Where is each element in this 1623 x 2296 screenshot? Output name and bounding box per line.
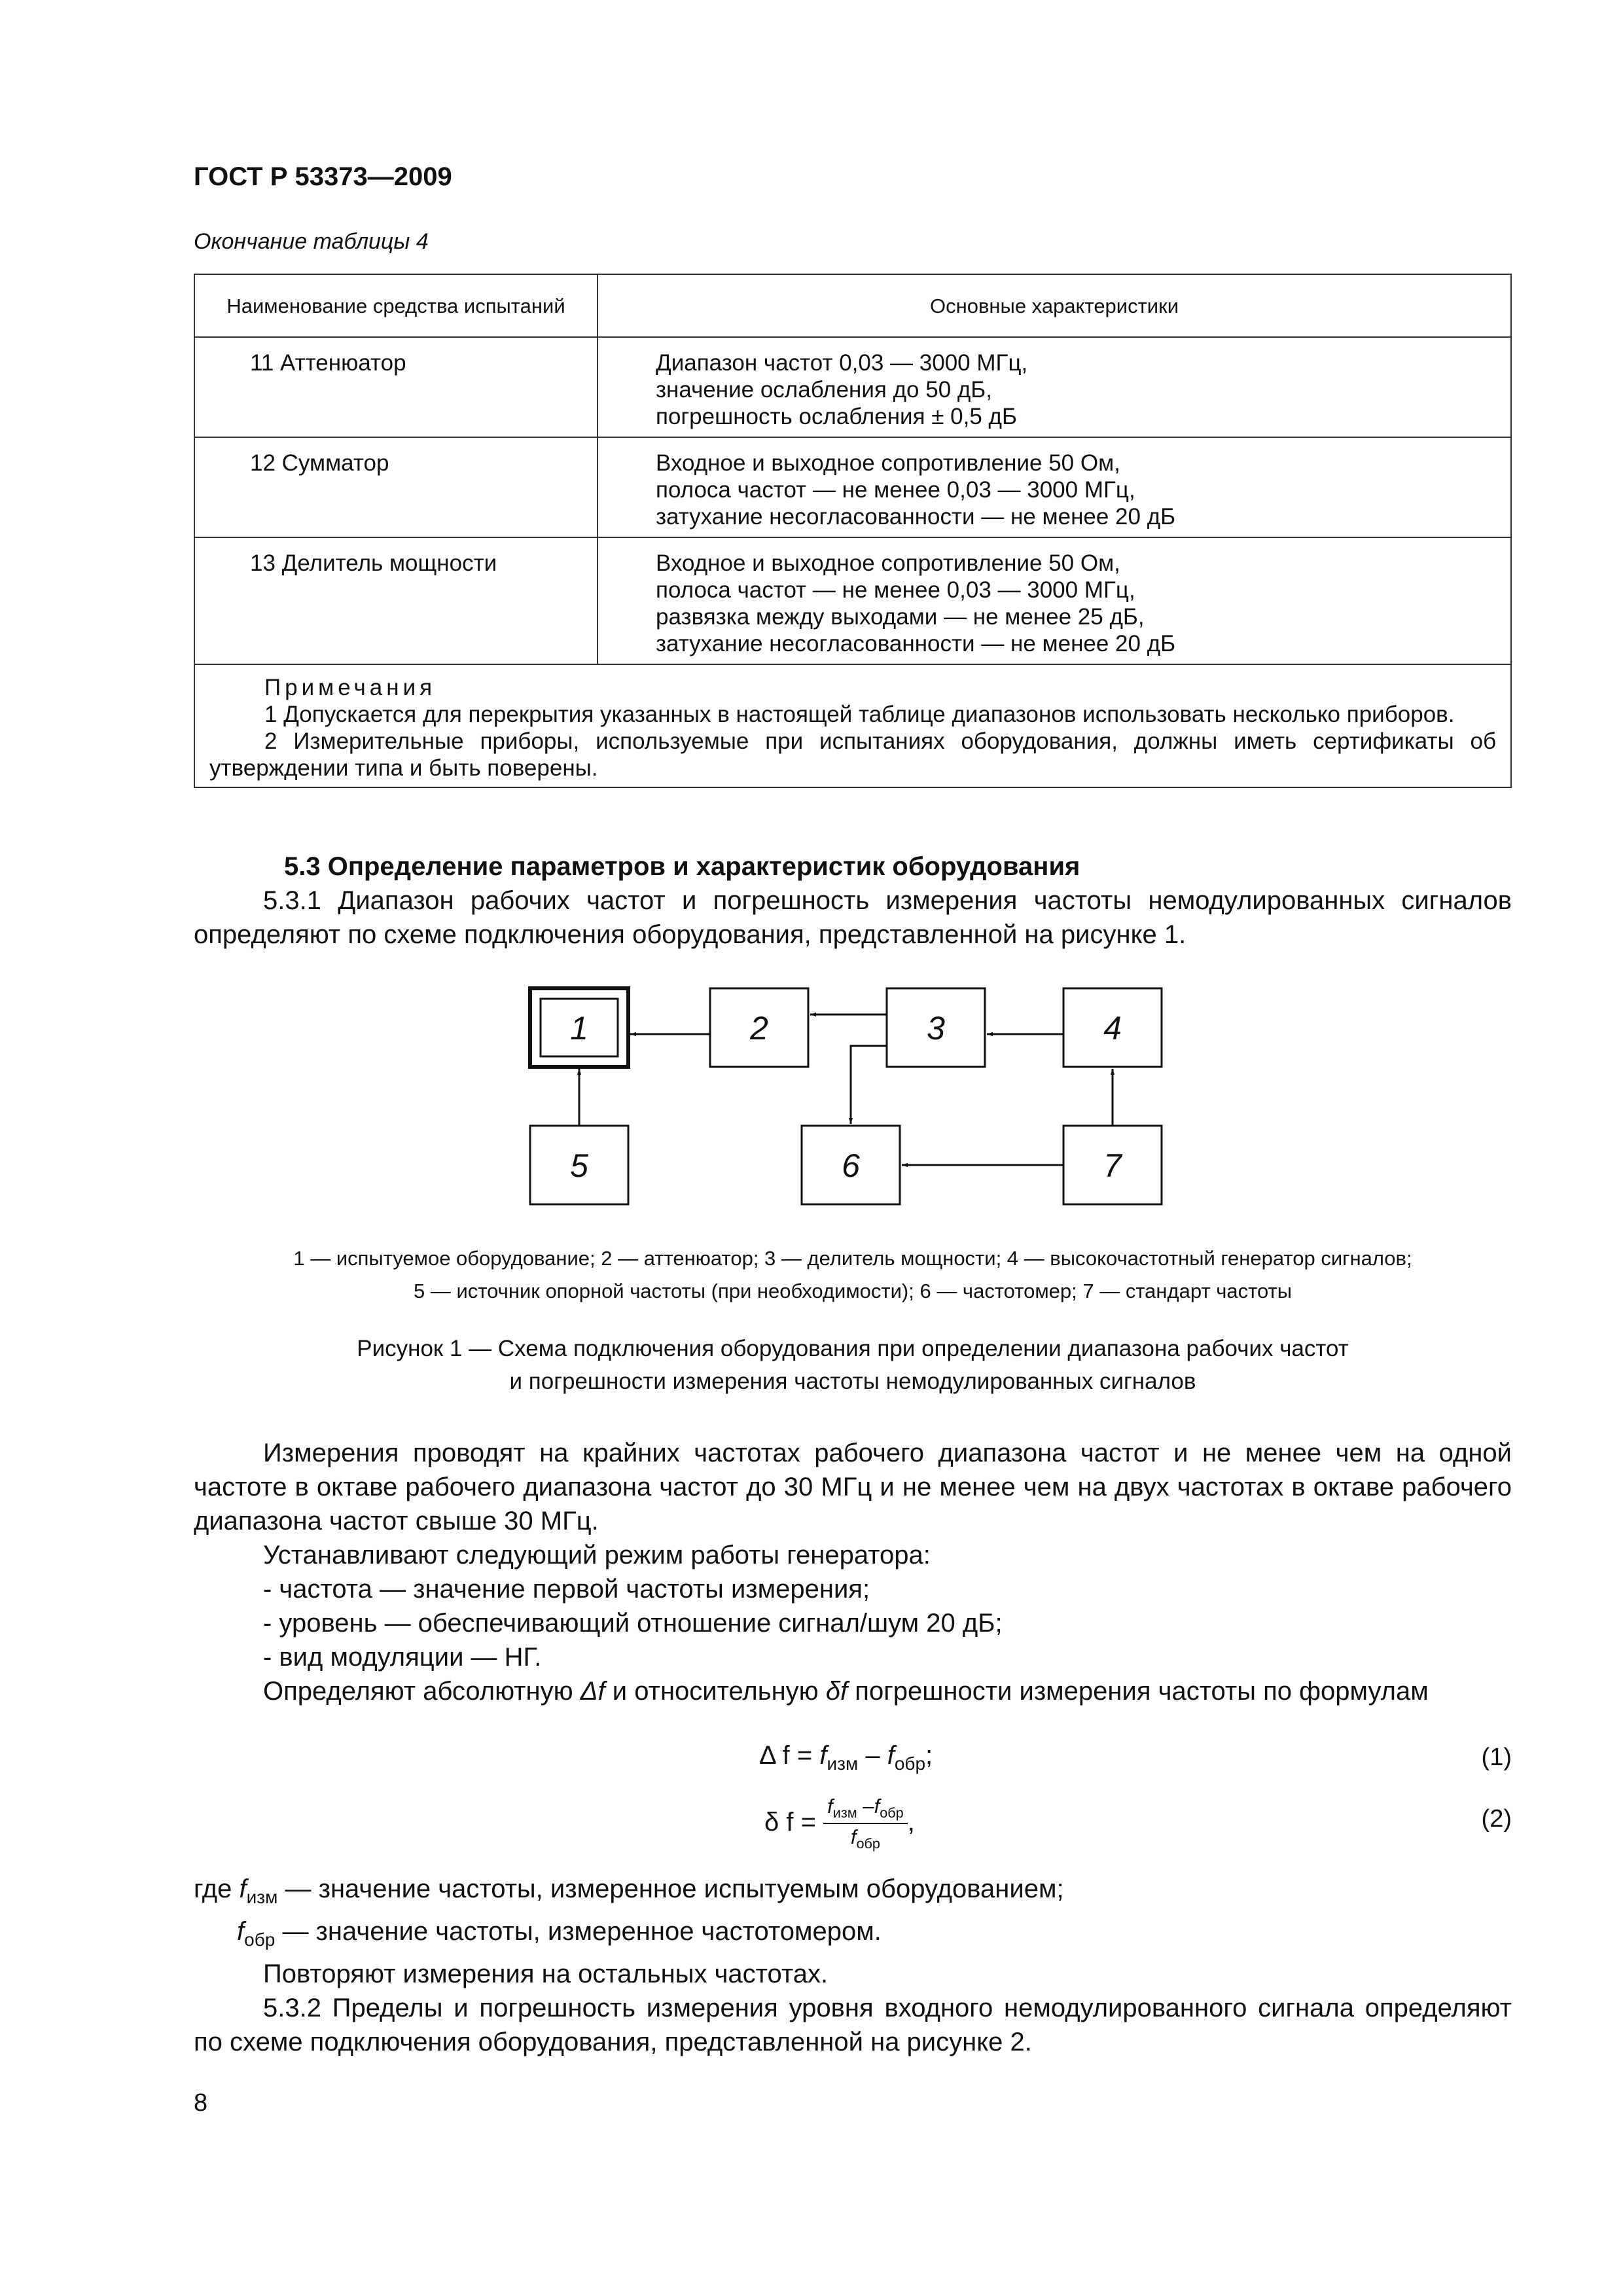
table-row — [194, 437, 1511, 537]
table-row — [194, 537, 1511, 664]
section-5-3 — [194, 850, 1512, 952]
legend-line: 1 — испытуемое оборудование; 2 — аттенюатор; 3 — делитель мощности; 4 — высокочастотный генератор сигналов; — [293, 1247, 1412, 1270]
fraction-denominator: $f_{обр}$ — [850, 1825, 880, 1852]
legend-line: 5 — источник опорной частоты (при необходимости); 6 — частотомер; 7 — стандарт частоты — [413, 1280, 1293, 1302]
paragraph: Повторяют измерения на остальных частотах. — [263, 1960, 829, 1988]
caption-line: и погрешности измерения частоты немодулированных сигналов — [509, 1369, 1196, 1394]
block-label: 2 — [750, 1010, 768, 1047]
characteristic-line: Диапазон частот 0,03 — 3000 МГц, — [656, 350, 1028, 376]
block-label: 1 — [570, 1010, 588, 1047]
figure-caption — [194, 1333, 1512, 1398]
text-run: Определяют абсолютную — [263, 1677, 573, 1706]
text-run: — значение частоты, измеренное частотомером. — [282, 1917, 882, 1946]
arrow-3-to-6 — [851, 1046, 887, 1124]
formula-subscript: изм — [246, 1887, 278, 1907]
characteristic-line: Входное и выходное сопротивление 50 Ом, — [656, 450, 1120, 476]
formula-symbol: f — [887, 1741, 895, 1770]
table-notes — [194, 664, 1511, 787]
table-header-row — [194, 274, 1511, 337]
formula-symbol: f — [819, 1741, 827, 1770]
block-label: 7 — [1103, 1147, 1122, 1184]
formula-symbol: f — [237, 1917, 245, 1946]
page-number: 8 — [194, 2089, 208, 2117]
column-header-name: Наименование средства испытаний — [194, 274, 597, 337]
equipment-characteristics — [597, 337, 1511, 437]
list-item: - вид модуляции — НГ. — [263, 1643, 542, 1672]
equation-number: (1) — [1481, 1744, 1512, 1771]
block-4-rf-generator — [1063, 988, 1162, 1067]
equipment-name: 13 Делитель мощности — [194, 537, 597, 664]
formula-lhs: δ f = — [764, 1807, 816, 1837]
table-row — [194, 337, 1511, 437]
formula-2 — [764, 1795, 915, 1852]
column-header-characteristics: Основные характеристики — [597, 274, 1511, 337]
formula-symbol: f — [239, 1874, 247, 1903]
equipment-characteristics — [597, 437, 1511, 537]
section-heading: 5.3 Определение параметров и характеристик оборудования — [284, 852, 1080, 881]
formula-subscript: обр — [894, 1753, 926, 1774]
note-item: 1 Допускается для перекрытия указанных в настоящей таблице диапазонов использовать несколько приборов. — [264, 702, 1455, 727]
figure-1-block-diagram — [510, 969, 1165, 1230]
paragraph: 5.3.2 Пределы и погрешность измерения уровня входного немодулированного сигнала определяют по схеме подключения оборудования, представленной на рисунке 2. — [194, 1994, 1512, 2056]
block-7-frequency-standard — [1063, 1126, 1162, 1204]
notes-title: Примечания — [264, 675, 437, 700]
paragraph: 5.3.1 Диапазон рабочих частот и погрешность измерения частоты немодулированных сигналов определяют по схеме подключения оборудования, представленной на рисунке 1. — [194, 886, 1512, 949]
characteristic-line: затухание несогласованности — не менее 20 дБ — [656, 631, 1176, 656]
characteristic-line: полоса частот — не менее 0,03 — 3000 МГц, — [656, 577, 1135, 603]
table-notes-row — [194, 664, 1511, 787]
formula-operator: – — [865, 1741, 880, 1770]
text-run: погрешности измерения частоты по формулам — [855, 1677, 1429, 1706]
document-header: ГОСТ Р 53373—2009 — [194, 162, 452, 191]
equation-number: (2) — [1481, 1805, 1512, 1833]
block-5-reference-source — [530, 1126, 628, 1204]
fraction-numerator: $f_{изм}$ $-f_{обр}$ — [823, 1795, 908, 1824]
characteristic-line: погрешность ослабления ± 0,5 дБ — [656, 404, 1017, 429]
formula-punct: , — [907, 1807, 915, 1837]
symbol-delta-f: Δf — [580, 1677, 605, 1706]
formula-lhs: Δ f = — [759, 1741, 813, 1770]
formula-explanation — [194, 1872, 1512, 2059]
symbol-delta-small-f: δf — [825, 1677, 848, 1706]
specifications-table — [194, 274, 1512, 788]
list-item: - уровень — обеспечивающий отношение сигнал/шум 20 дБ; — [263, 1609, 1003, 1638]
text-run: и относительную — [612, 1677, 819, 1706]
equipment-characteristics — [597, 537, 1511, 664]
equipment-name: 11 Аттенюатор — [194, 337, 597, 437]
caption-line: Рисунок 1 — Схема подключения оборудования при определении диапазона рабочих частот — [357, 1336, 1349, 1361]
paragraph: Устанавливают следующий режим работы генератора: — [263, 1541, 931, 1570]
formula-subscript: изм — [827, 1753, 859, 1774]
formula-punct: ; — [925, 1741, 933, 1770]
characteristic-line: затухание несогласованности — не менее 20 дБ — [656, 504, 1176, 529]
where-line — [194, 1872, 1512, 1914]
characteristic-line: развязка между выходами — не менее 25 дБ, — [656, 604, 1145, 630]
table-caption: Окончание таблицы 4 — [194, 229, 429, 254]
list-item: - частота — значение первой частоты измерения; — [263, 1575, 870, 1604]
text-run: — значение частоты, измеренное испытуемым оборудованием; — [285, 1874, 1064, 1903]
note-item: 2 Измерительные приборы, используемые при испытаниях оборудования, должны иметь сертификаты об утверждении типа и быть поверены. — [209, 728, 1496, 781]
figure-legend — [194, 1242, 1512, 1308]
equipment-name: 12 Сумматор — [194, 437, 597, 537]
block-label: 5 — [570, 1147, 588, 1184]
paragraph: Измерения проводят на крайних частотах рабочего диапазона частот и не менее чем на одной частоте в октаве рабочего диапазона частот до 30 МГц и не менее чем на двух частотах в октаве рабочего диапазона частот свыше 30 МГц. — [194, 1439, 1512, 1535]
formula-1 — [759, 1741, 933, 1774]
paragraph — [194, 1674, 1512, 1708]
block-label: 3 — [927, 1010, 945, 1047]
block-6-frequency-counter — [802, 1126, 900, 1204]
formula-subscript: обр — [244, 1929, 276, 1950]
formula-fraction — [823, 1795, 908, 1852]
where-line — [194, 1914, 1512, 1957]
characteristic-line: Входное и выходное сопротивление 50 Ом, — [656, 550, 1120, 576]
characteristic-line: полоса частот — не менее 0,03 — 3000 МГц, — [656, 477, 1135, 503]
block-1-equipment-under-test — [530, 988, 628, 1067]
block-3-power-divider — [887, 988, 985, 1067]
block-2-attenuator — [710, 988, 808, 1067]
block-label: 6 — [842, 1147, 860, 1184]
block-label: 4 — [1103, 1010, 1122, 1047]
characteristic-line: значение ослабления до 50 дБ, — [656, 377, 992, 403]
measurement-description — [194, 1436, 1512, 1708]
text-run: где — [194, 1874, 232, 1903]
